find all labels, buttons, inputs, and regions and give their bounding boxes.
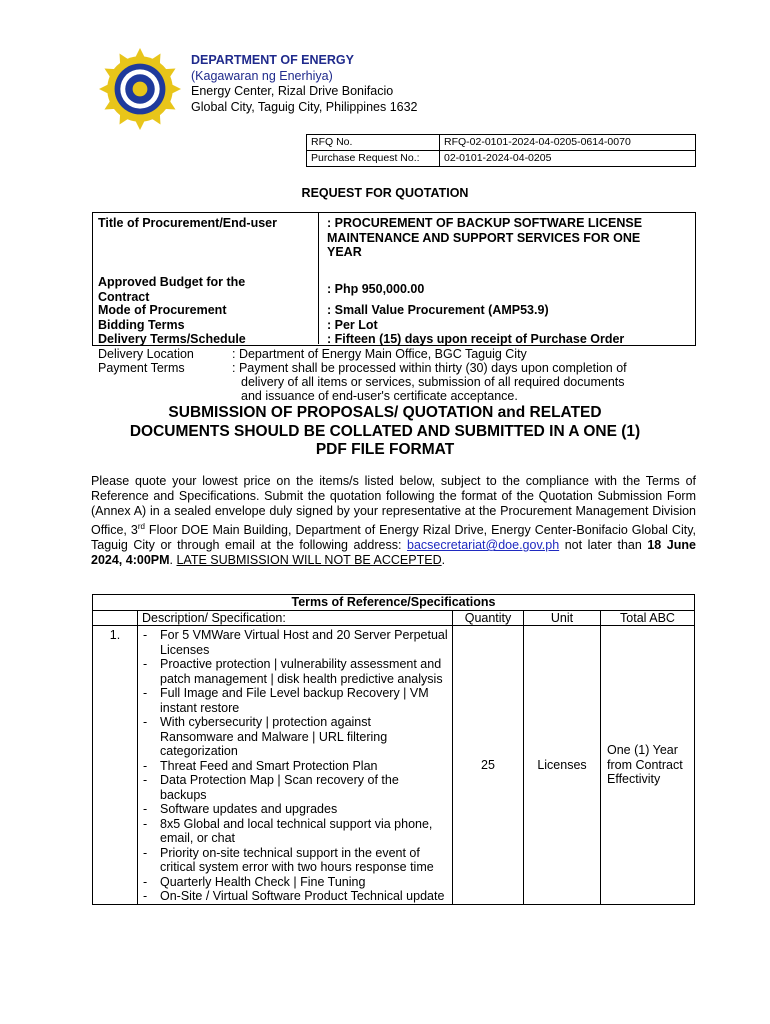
title-of-procurement-label: Title of Procurement/End-user bbox=[98, 216, 277, 230]
rfq-no-label: RFQ No. bbox=[307, 135, 440, 151]
list-item: - With cybersecurity | protection against Ransomware and Malware | URL filtering categorization bbox=[142, 715, 448, 759]
submission-notice-line-3: PDF FILE FORMAT bbox=[315, 441, 455, 458]
payment-terms-value-line-1: : Payment shall be processed within thirty (30) days upon completion of bbox=[232, 361, 627, 375]
payment-terms-label: Payment Terms bbox=[98, 361, 185, 375]
list-item: - 8x5 Global and local technical support via phone, email, or chat bbox=[142, 817, 448, 846]
title-of-procurement-value: : PROCUREMENT OF BACKUP SOFTWARE LICENSE MAINTENANCE AND SUPPORT SERVICES FOR ONE YEAR bbox=[327, 216, 643, 259]
purchase-request-value: 02-0101-2024-04-0205 bbox=[440, 151, 696, 167]
item-number-header bbox=[93, 610, 138, 626]
late-submission-warning: LATE SUBMISSION WILL NOT BE ACCEPTED bbox=[176, 553, 442, 568]
list-item: - For 5 VMWare Virtual Host and 20 Server Perpetual Licenses bbox=[142, 628, 448, 657]
total-abc-value: One (1) Year from Contract Effectivity bbox=[601, 626, 695, 905]
item-description bbox=[138, 626, 453, 905]
agency-header bbox=[191, 53, 418, 115]
list-item: - Threat Feed and Smart Protection Plan bbox=[142, 759, 448, 774]
approved-budget-value: : Php 950,000.00 bbox=[327, 282, 425, 296]
mode-of-procurement-label: Mode of Procurement bbox=[98, 303, 227, 317]
unit-header: Unit bbox=[524, 610, 601, 626]
instruction-text-2: Floor DOE Main Building, Department of Energy Rizal Drive, Energy Center-Bonifacio Global City, Taguig City or through email at the following address: bbox=[91, 523, 696, 553]
list-item: - Quarterly Health Check | Fine Tuning bbox=[142, 875, 448, 890]
rfq-number-table bbox=[306, 134, 696, 167]
department-filipino-name: (Kagawaran ng Enerhiya) bbox=[191, 68, 333, 83]
doe-seal-logo bbox=[99, 48, 181, 130]
instruction-text-4: . bbox=[169, 553, 177, 568]
specifications-table bbox=[92, 594, 695, 905]
specifications-heading: Terms of Reference/Specifications bbox=[93, 595, 695, 611]
approved-budget-label: Approved Budget for the Contract bbox=[98, 275, 246, 304]
table-row bbox=[93, 626, 695, 905]
rfq-no-value: RFQ-02-0101-2024-04-0205-0614-0070 bbox=[440, 135, 696, 151]
mode-of-procurement-value: : Small Value Procurement (AMP53.9) bbox=[327, 303, 549, 317]
submission-notice bbox=[0, 404, 770, 460]
bidding-terms-value: : Per Lot bbox=[327, 318, 378, 332]
submission-notice-line-2: DOCUMENTS SHOULD BE COLLATED AND SUBMITTED IN A ONE (1) bbox=[129, 422, 641, 440]
submission-notice-line-1: SUBMISSION OF PROPOSALS/ QUOTATION and RELATED bbox=[168, 404, 602, 421]
instruction-paragraph bbox=[91, 474, 696, 568]
instruction-text-5: . bbox=[441, 553, 446, 568]
delivery-terms-label: Delivery Terms/Schedule bbox=[98, 332, 246, 346]
specification-list bbox=[142, 628, 448, 904]
item-number: 1. bbox=[93, 626, 138, 905]
list-item: - Priority on-site technical support in the event of critical system error with two hours response time bbox=[142, 846, 448, 875]
instruction-text-1: Please quote your lowest price on the items/s listed below, subject to the compliance with the Terms of Reference and Specifications. Submit the quotation following the format of the Quotation Submission Form (Annex A) in a sealed envelope duly signed by your representative at the Procurement Management Division Office, 3 bbox=[91, 474, 696, 538]
payment-terms-value-line-3: and issuance of end-user's certificate acceptance. bbox=[241, 389, 518, 403]
list-item: - Software updates and upgrades bbox=[142, 802, 448, 817]
document-title: REQUEST FOR QUOTATION bbox=[301, 186, 469, 200]
purchase-request-label: Purchase Request No.: bbox=[307, 151, 440, 167]
instruction-text-3: not later than bbox=[559, 538, 648, 553]
department-name: DEPARTMENT OF ENERGY bbox=[191, 53, 354, 67]
procurement-details-divider bbox=[318, 212, 319, 344]
submission-deadline: 18 June 2024, 4:00PM bbox=[91, 538, 696, 568]
instruction-superscript: rd bbox=[137, 522, 145, 531]
bac-email-link[interactable]: bacsecretariat@doe.gov.ph bbox=[407, 538, 560, 553]
list-item: - Full Image and File Level backup Recovery | VM instant restore bbox=[142, 686, 448, 715]
delivery-location-label: Delivery Location bbox=[98, 347, 194, 361]
list-item: - Proactive protection | vulnerability assessment and patch management | disk health predictive analysis bbox=[142, 657, 448, 686]
payment-terms-value-line-2: delivery of all items or services, submission of all required documents bbox=[241, 375, 625, 389]
description-header: Description/ Specification: bbox=[138, 610, 453, 626]
bidding-terms-label: Bidding Terms bbox=[98, 318, 185, 332]
unit-value: Licenses bbox=[524, 626, 601, 905]
address-line-2: Global City, Taguig City, Philippines 1632 bbox=[191, 99, 418, 114]
address-line-1: Energy Center, Rizal Drive Bonifacio bbox=[191, 84, 394, 98]
quantity-header: Quantity bbox=[453, 610, 524, 626]
total-abc-header: Total ABC bbox=[601, 610, 695, 626]
quantity-value: 25 bbox=[453, 626, 524, 905]
list-item: - Data Protection Map | Scan recovery of the backups bbox=[142, 773, 448, 802]
delivery-terms-value: : Fifteen (15) days upon receipt of Purchase Order bbox=[327, 332, 625, 346]
list-item: - On-Site / Virtual Software Product Technical update bbox=[142, 889, 448, 904]
delivery-location-value: : Department of Energy Main Office, BGC Taguig City bbox=[232, 347, 527, 361]
